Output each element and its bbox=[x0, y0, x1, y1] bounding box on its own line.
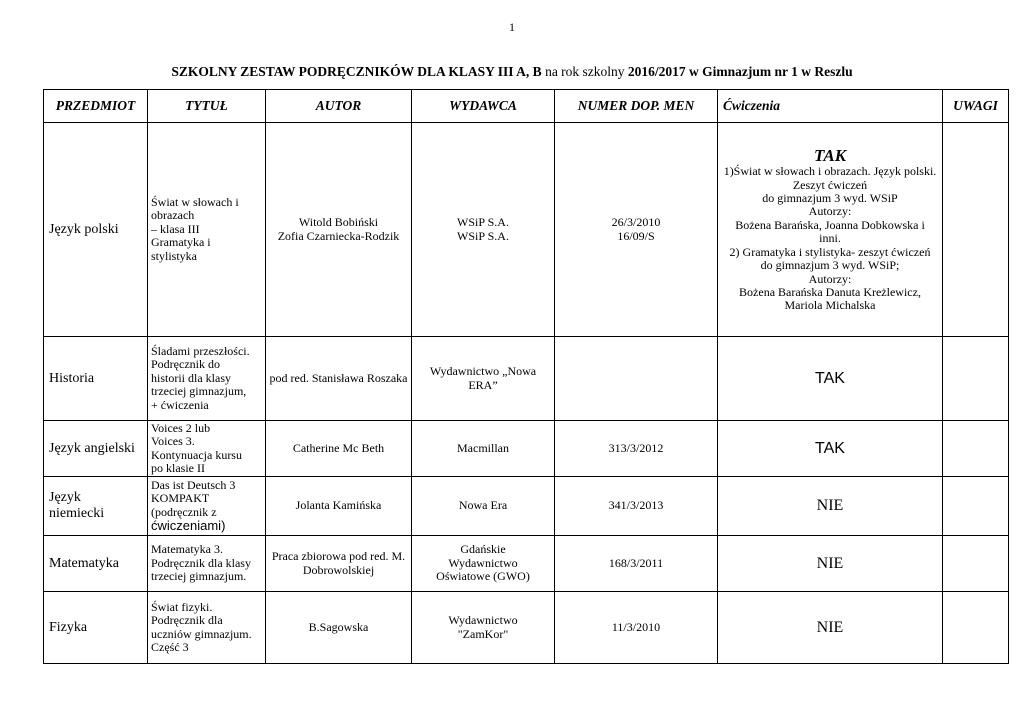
title-line: trzeciej gimnazjum, bbox=[151, 384, 247, 399]
men-number-cell bbox=[555, 421, 718, 477]
title-line: KOMPAKT bbox=[151, 491, 210, 506]
title-year-label: na rok szkolny bbox=[541, 64, 628, 79]
exercises-value: NIE bbox=[816, 618, 844, 636]
title-line: obrazach bbox=[151, 208, 195, 223]
title-line: po klasie II bbox=[151, 460, 205, 475]
title-cell bbox=[148, 421, 266, 477]
notes-cell bbox=[943, 536, 1009, 592]
author-line: pod red. Stanisława Roszaka bbox=[269, 370, 408, 385]
publisher-line: Macmillan bbox=[457, 440, 509, 455]
author-line: B.Sagowska bbox=[308, 619, 369, 634]
title-cell bbox=[148, 477, 266, 536]
publisher-cell bbox=[412, 592, 555, 664]
exercises-line: Autorzy: bbox=[808, 204, 852, 219]
exercises-line: Bożena Barańska, Joanna Dobkowska i bbox=[735, 217, 925, 232]
publisher-line: "ZamKor" bbox=[457, 626, 509, 641]
publisher-line: Oświatowe (GWO) bbox=[436, 569, 530, 584]
title-line: Świat fizyki. bbox=[151, 599, 213, 614]
document-title bbox=[0, 64, 1024, 80]
exercises-value: TAK bbox=[815, 439, 845, 457]
author-line: Jolanta Kamińska bbox=[295, 498, 382, 513]
table-row bbox=[44, 421, 1009, 477]
publisher-cell bbox=[412, 421, 555, 477]
exercises-line: do gimnazjum 3 wyd. WSiP bbox=[762, 191, 898, 206]
title-cell bbox=[148, 337, 266, 421]
exercises-line: 1)Świat w słowach i obrazach. Język polski. bbox=[723, 164, 937, 179]
exercises-line: Mariola Michalska bbox=[784, 298, 876, 313]
title-line: Część 3 bbox=[151, 639, 189, 654]
exercises-heading: TAK bbox=[813, 146, 847, 166]
notes-cell bbox=[943, 592, 1009, 664]
exercises-line: 2) Gramatyka i stylistyka- zeszyt ćwiczeń bbox=[729, 244, 931, 259]
title-line: – klasa III bbox=[151, 221, 200, 236]
publisher-line: WSiP S.A. bbox=[457, 215, 509, 230]
title-line: Podręcznik dla bbox=[151, 613, 223, 628]
header-author: AUTOR bbox=[266, 90, 412, 123]
subject-cell bbox=[44, 477, 148, 536]
men-number-cell bbox=[555, 337, 718, 421]
publisher-line: ERA” bbox=[468, 377, 498, 392]
author-line: Praca zbiorowa pod red. M. bbox=[271, 549, 406, 564]
page-number: 1 bbox=[509, 20, 515, 34]
notes-cell bbox=[943, 421, 1009, 477]
exercises-cell bbox=[718, 477, 943, 536]
title-year-school: 2016/2017 w Gimnazjum nr 1 w Reszlu bbox=[627, 64, 853, 79]
table-row bbox=[44, 337, 1009, 421]
publisher-cell bbox=[412, 477, 555, 536]
publisher-line: Wydawnictwo bbox=[448, 555, 518, 570]
men-number-cell bbox=[555, 592, 718, 664]
author-line: Witold Bobiński bbox=[298, 215, 379, 230]
author-cell bbox=[266, 421, 412, 477]
subject-cell: Język angielski bbox=[44, 421, 148, 477]
header-subject: PRZEDMIOT bbox=[44, 90, 148, 123]
header-men-number: NUMER DOP. MEN bbox=[555, 90, 718, 123]
author-line: Zofia Czarniecka-Rodzik bbox=[277, 228, 400, 243]
exercises-value: NIE bbox=[816, 497, 844, 514]
subject-cell: Matematyka bbox=[44, 536, 148, 592]
author-cell bbox=[266, 123, 412, 337]
title-cell bbox=[148, 536, 266, 592]
exercises-cell bbox=[718, 337, 943, 421]
title-cell bbox=[148, 123, 266, 337]
title-line: uczniów gimnazjum. bbox=[151, 626, 252, 641]
title-line: Matematyka 3. bbox=[151, 542, 223, 557]
notes-cell bbox=[943, 123, 1009, 337]
title-line: Voices 3. bbox=[151, 434, 195, 449]
author-cell bbox=[266, 477, 412, 536]
men-number-line: 168/3/2011 bbox=[608, 555, 664, 570]
header-notes: UWAGI bbox=[943, 90, 1009, 123]
exercises-cell bbox=[718, 421, 943, 477]
author-line: Catherine Mc Beth bbox=[292, 440, 385, 455]
men-number-line: 16/09/S bbox=[617, 228, 655, 243]
title-line: stylistyka bbox=[151, 248, 198, 263]
publisher-line: Gdańskie bbox=[460, 542, 506, 557]
exercises-cell bbox=[718, 592, 943, 664]
subject-cell: Historia bbox=[44, 337, 148, 421]
subject-cell: Fizyka bbox=[44, 592, 148, 664]
table-row bbox=[44, 123, 1009, 337]
author-cell bbox=[266, 337, 412, 421]
title-line: historii dla klasy bbox=[151, 370, 231, 385]
publisher-cell bbox=[412, 536, 555, 592]
subject-line: niemiecki bbox=[49, 506, 105, 521]
publisher-cell bbox=[412, 337, 555, 421]
title-cell bbox=[148, 592, 266, 664]
exercises-line: Zeszyt ćwiczeń bbox=[792, 177, 868, 192]
publisher-line: WSiP S.A. bbox=[457, 228, 509, 243]
title-line: Podręcznik do bbox=[151, 357, 220, 372]
exercises-value: NIE bbox=[816, 554, 844, 572]
header-title: TYTUŁ bbox=[148, 90, 266, 123]
table-row bbox=[44, 592, 1009, 664]
publisher-line: Nowa Era bbox=[458, 498, 508, 513]
title-line: + ćwiczenia bbox=[151, 397, 209, 412]
title-line: ćwiczeniami) bbox=[151, 517, 226, 533]
title-line: (podręcznik z bbox=[151, 504, 217, 519]
exercises-line: inni. bbox=[819, 231, 841, 246]
men-number-line: 26/3/2010 bbox=[611, 215, 661, 230]
title-line: Kontynuacja kursu bbox=[151, 447, 242, 462]
exercises-cell bbox=[718, 123, 943, 337]
exercises-line: do gimnazjum 3 wyd. WSiP; bbox=[760, 258, 900, 273]
exercises-line: Bożena Barańska Danuta Kreżlewicz, bbox=[739, 284, 921, 299]
men-number-line: 313/3/2012 bbox=[608, 440, 664, 455]
exercises-line: Autorzy: bbox=[808, 271, 852, 286]
notes-cell bbox=[943, 337, 1009, 421]
header-exercises: Ćwiczenia bbox=[718, 90, 943, 123]
title-line: Voices 2 lub bbox=[151, 420, 211, 435]
subject-line: Język bbox=[49, 490, 81, 505]
men-number-cell bbox=[555, 477, 718, 536]
exercises-cell bbox=[718, 536, 943, 592]
publisher-cell bbox=[412, 123, 555, 337]
title-class-part: SZKOLNY ZESTAW PODRĘCZNIKÓW DLA KLASY III A, B bbox=[171, 64, 542, 79]
header-publisher: WYDAWCA bbox=[412, 90, 555, 123]
title-line: Świat w słowach i bbox=[151, 194, 239, 209]
subject-cell: Język polski bbox=[44, 123, 148, 337]
men-number-cell bbox=[555, 536, 718, 592]
notes-cell bbox=[943, 477, 1009, 536]
publisher-line: Wydawnictwo „Nowa bbox=[429, 364, 537, 379]
title-line: Śladami przeszłości. bbox=[151, 343, 250, 358]
title-line: Das ist Deutsch 3 bbox=[151, 477, 236, 492]
title-line: Podręcznik dla klasy bbox=[151, 555, 251, 570]
title-line: Gramatyka i bbox=[151, 235, 211, 250]
table-row bbox=[44, 536, 1009, 592]
table-row bbox=[44, 477, 1009, 536]
men-number-line: 341/3/2013 bbox=[608, 498, 664, 513]
publisher-line: Wydawnictwo bbox=[448, 613, 518, 628]
author-cell bbox=[266, 592, 412, 664]
author-cell bbox=[266, 536, 412, 592]
header-row bbox=[44, 90, 1009, 123]
author-line: Dobrowolskiej bbox=[302, 562, 375, 577]
men-number-cell bbox=[555, 123, 718, 337]
men-number-line: 11/3/2010 bbox=[611, 619, 661, 634]
exercises-value: TAK bbox=[815, 369, 845, 387]
title-line: trzeciej gimnazjum. bbox=[151, 569, 247, 584]
textbook-table bbox=[43, 89, 1009, 664]
